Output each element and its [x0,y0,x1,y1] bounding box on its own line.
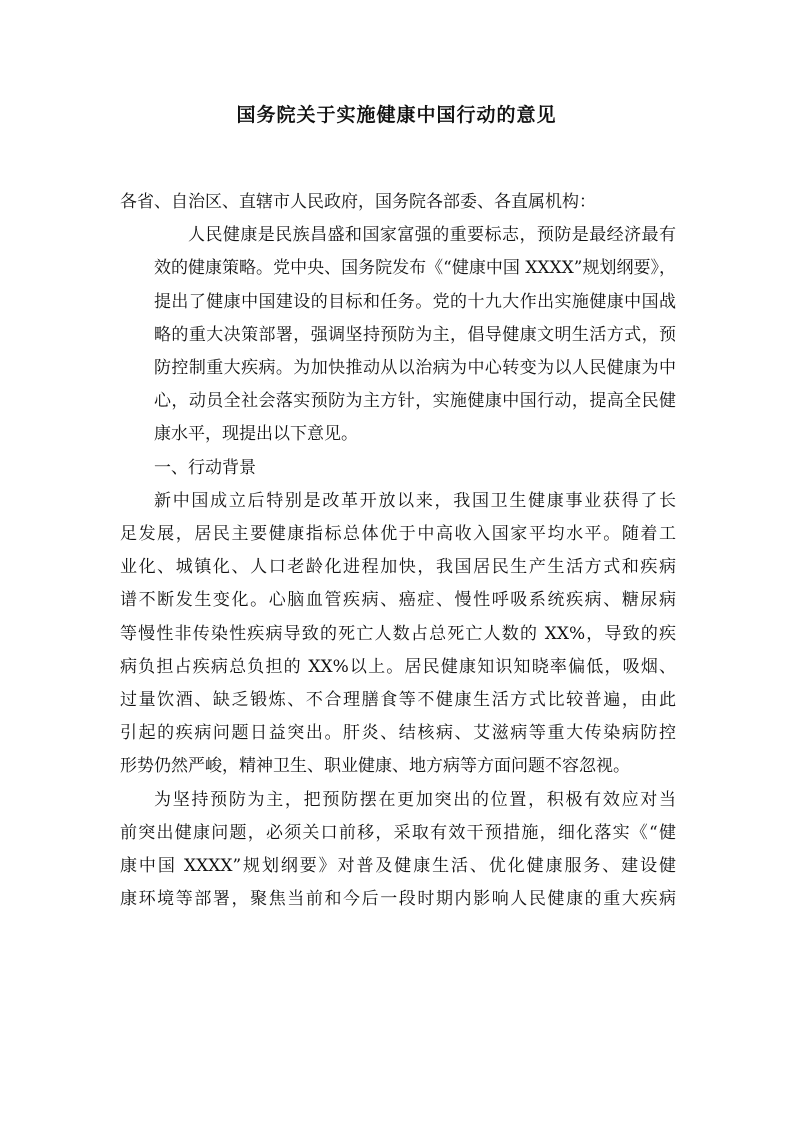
paragraph-line: 康环境等部署，聚焦当前和今后一段时期内影响人民健康的重大疾病 [120,889,676,910]
document-title: 国务院关于实施健康中国行动的意见 [236,104,557,126]
paragraph-line: 康水平，现提出以下意见。 [154,424,358,445]
paragraph-line: 前突出健康问题，必须关口前移，采取有效干预措施，细化落实《“健 [120,822,676,843]
paragraph-line: 新中国成立后特别是改革开放以来，我国卫生健康事业获得了长 [154,490,676,511]
paragraph-line: 康中国 XXXX”规划纲要》对普及健康生活、优化健康服务、建设健 [120,856,676,877]
paragraph-line: 为坚持预防为主，把预防摆在更加突出的位置，积极有效应对当 [154,789,676,810]
paragraph-intro [120,219,676,451]
paragraph-line: 病负担占疾病总负担的 XX%以上。居民健康知识知晓率偏低，吸烟、 [120,656,676,677]
paragraph-line: 过量饮酒、缺乏锻炼、不合理膳食等不健康生活方式比较普遍，由此 [120,690,676,711]
paragraph-line: 等慢性非传染性疾病导致的死亡人数占总死亡人数的 XX%，导致的疾 [120,623,676,644]
paragraph-line: 防控制重大疾病。为加快推动从以治病为中心转变为以人民健康为中 [154,358,676,379]
paragraph-line: 略的重大决策部署，强调坚持预防为主，倡导健康文明生活方式，预 [154,324,676,345]
paragraph-line: 引起的疾病问题日益突出。肝炎、结核病、艾滋病等重大传染病防控 [120,723,676,744]
paragraph-line: 提出了健康中国建设的目标和任务。党的十九大作出实施健康中国战 [154,291,676,312]
document-body [120,186,676,916]
paragraph-line: 谱不断发生变化。心脑血管疾病、癌症、慢性呼吸系统疾病、糖尿病 [120,590,676,611]
paragraph-line: 人民健康是民族昌盛和国家富强的重要标志，预防是最经济最有 [188,225,676,246]
paragraph-line: 心，动员全社会落实预防为主方针，实施健康中国行动，提高全民健 [154,391,676,412]
paragraph-background [120,485,676,784]
section-heading-text: 一、行动背景 [154,457,256,478]
salutation [120,186,676,219]
paragraph-line: 形势仍然严峻，精神卫生、职业健康、地方病等方面问题不容忽视。 [120,756,630,777]
section-heading [120,452,676,485]
paragraph-line: 效的健康策略。党中央、国务院发布《“健康中国 XXXX”规划纲要》， [154,258,676,279]
paragraph-prevention [120,784,676,917]
paragraph-line: 业化、城镇化、人口老龄化进程加快，我国居民生产生活方式和疾病 [120,557,676,578]
paragraph-line: 足发展，居民主要健康指标总体优于中高收入国家平均水平。随着工 [120,524,676,545]
salutation-line: 各省、自治区、直辖市人民政府，国务院各部委、各直属机构： [120,192,596,212]
